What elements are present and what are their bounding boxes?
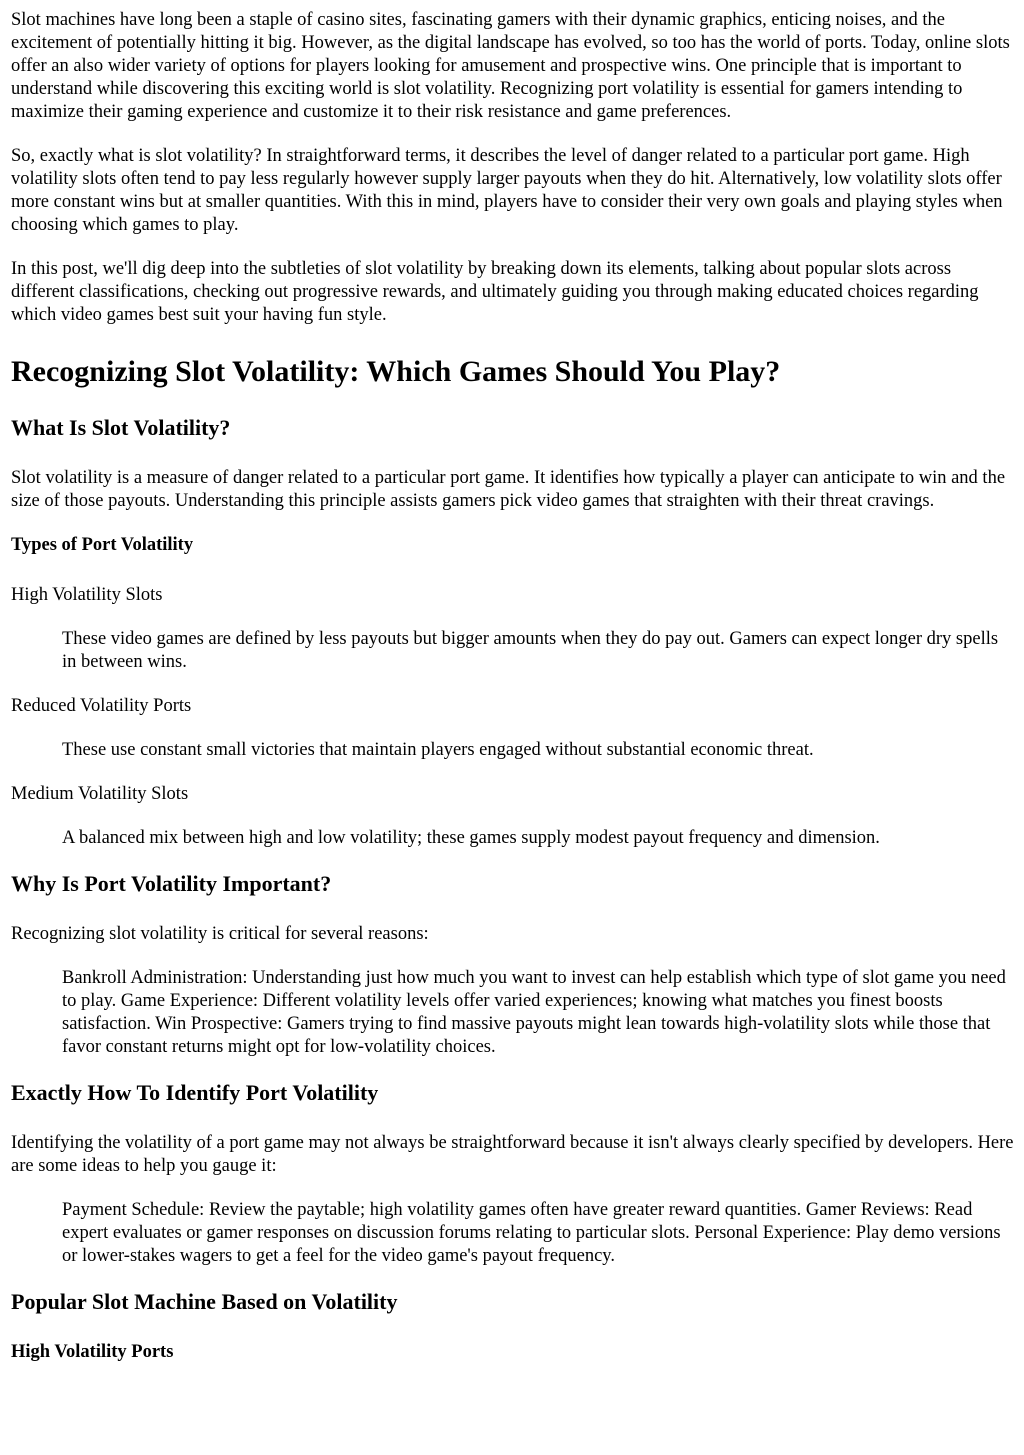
type-term-high: High Volatility Slots: [11, 585, 163, 605]
section-heading-popular: Popular Slot Machine Based on Volatility: [11, 1289, 398, 1314]
section-heading-importance: Why Is Port Volatility Important?: [11, 871, 332, 896]
volatility-types-list: [11, 584, 1014, 850]
identify-tips: Payment Schedule: Review the paytable; high volatility games often have greater reward quantities. Gamer Reviews: Read expert evaluates or gamer responses on discussion forums relating to particular slots. Personal Experience: Play demo versions or lower-stakes wagers to get a feel for the video game's payout frequency.: [62, 1200, 1001, 1266]
what-is-paragraph: Slot volatility is a measure of danger related to a particular port game. It identifies how typically a player can anticipate to win and the size of those payouts. Understanding this principle assists gamers pick video games that straighten with their threat cravings.: [11, 468, 1006, 511]
section-heading-identify: Exactly How To Identify Port Volatility: [11, 1080, 379, 1105]
type-term-medium: Medium Volatility Slots: [11, 784, 189, 804]
intro-paragraph-3: In this post, we'll dig deep into the subtleties of slot volatility by breaking down its elements, talking about popular slots across different classifications, checking out progressive rewards, and ultimately guiding you through making educated choices regarding which video games best suit your having fun style.: [11, 259, 979, 325]
article-title: Recognizing Slot Volatility: Which Games Should You Play?: [11, 355, 781, 388]
importance-paragraph: Recognizing slot volatility is critical for several reasons:: [11, 924, 429, 944]
intro-paragraph-2: So, exactly what is slot volatility? In straightforward terms, it describes the level of danger related to a particular port game. High volatility slots often tend to pay less regularly however supply larger payouts when they do hit. Alternatively, low volatility slots offer more constant wins but at smaller quantities. With this in mind, players have to consider their very own goals and playing styles when choosing which games to play.: [11, 146, 1003, 235]
high-volatility-subheading: High Volatility Ports: [11, 1342, 174, 1362]
type-desc-medium: A balanced mix between high and low volatility; these games supply modest payout frequency and dimension.: [62, 828, 880, 848]
type-desc-low: These use constant small victories that maintain players engaged without substantial economic threat.: [62, 740, 814, 760]
importance-reasons: Bankroll Administration: Understanding just how much you want to invest can help establish which type of slot game you need to play. Game Experience: Different volatility levels offer varied experiences; knowing what matches you finest boosts satisfaction. Win Prospective: Gamers trying to find massive payouts might lean towards high-volatility slots while those that favor constant returns might opt for low-volatility choices.: [62, 968, 1006, 1057]
type-desc-high: These video games are defined by less payouts but bigger amounts when they do pay out. Gamers can expect longer dry spells in between wins.: [62, 629, 999, 672]
type-term-low: Reduced Volatility Ports: [11, 696, 192, 716]
types-heading: Types of Port Volatility: [11, 535, 194, 555]
section-heading-what-is: What Is Slot Volatility?: [11, 415, 231, 440]
identify-paragraph: Identifying the volatility of a port game may not always be straightforward because it isn't always clearly specified by developers. Here are some ideas to help you gauge it:: [11, 1133, 1014, 1176]
intro-paragraph-1: Slot machines have long been a staple of casino sites, fascinating gamers with their dynamic graphics, enticing noises, and the excitement of potentially hitting it big. However, as the digital landscape has evolved, so too has the world of ports. Today, online slots offer an also wider variety of options for players looking for amusement and prospective wins. One principle that is important to understand while discovering this exciting world is slot volatility. Recognizing port volatility is essential for gamers intending to maximize their gaming experience and customize it to their risk resistance and game preferences.: [11, 10, 1010, 122]
